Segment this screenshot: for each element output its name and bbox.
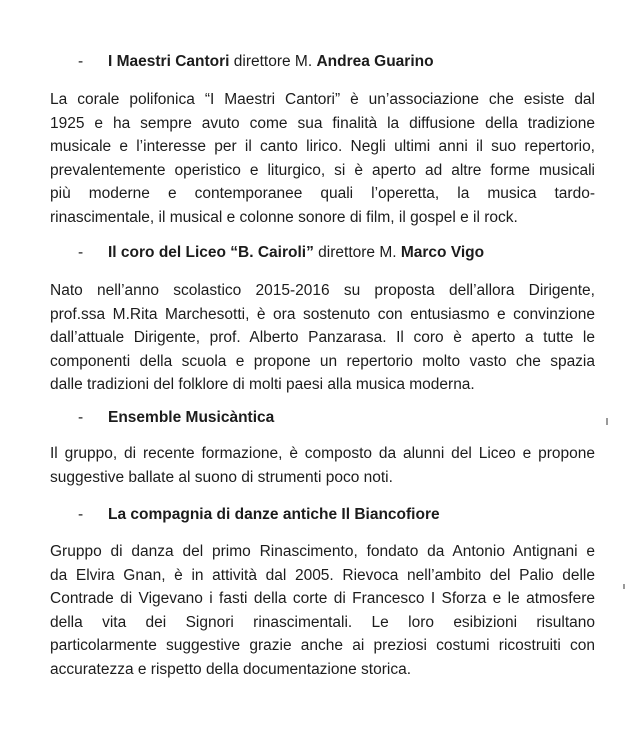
bullet-dash: - (78, 53, 84, 70)
heading-director-name: Andrea Guarino (316, 53, 434, 70)
heading-title: Ensemble Musicàntica (108, 409, 275, 426)
section-heading-maestri-cantori (78, 52, 434, 72)
paragraph-line: dalle tradizioni del folklore di molti paesi alla musica moderna. (50, 376, 475, 394)
heading-director-label: direttore M. (229, 53, 317, 70)
paragraph-line: rinascimentale, il musical e colonne sonore di film, il gospel e il rock. (50, 208, 518, 226)
heading-title: La compagnia di danze antiche Il Biancofiore (108, 506, 440, 523)
scan-mark (606, 418, 608, 425)
heading-director-name: Marco Vigo (400, 244, 485, 261)
paragraph-line: accuratezza e rispetto della documentazione storica. (50, 660, 412, 678)
scan-mark (623, 584, 625, 589)
paragraph-line: 1925 e ha sempre avuto come sua finalità la diffusione della tradizione (50, 114, 595, 132)
paragraph-line: La corale polifonica “I Maestri Cantori” è un’associazione che esiste dal (50, 91, 595, 108)
section-heading-coro-liceo (78, 243, 484, 263)
section-paragraph-ensemble-musicantica (50, 442, 595, 489)
paragraph-line: Contrade di Vigevano i fasti della corte di Francesco I Sforza e le atmosfere (50, 590, 595, 608)
heading-title: I Maestri Cantori (108, 53, 230, 70)
bullet-dash: - (78, 506, 84, 523)
section-paragraph-maestri-cantori (50, 88, 595, 230)
paragraph-line: Nato nell’anno scolastico 2015-2016 su proposta dell’allora Dirigente, (50, 282, 595, 299)
section-heading-ensemble-musicantica (78, 408, 274, 428)
paragraph-line: da Elvira Gnan, è in attività dal 2005. Rievoca nell’ambito del Palio delle (50, 566, 595, 584)
bullet-dash: - (78, 244, 84, 261)
paragraph-line: Il gruppo, di recente formazione, è composto da alunni del Liceo e propone (50, 445, 595, 462)
paragraph-line: della vita dei Signori rinascimentali. Le loro esibizioni risultano (50, 613, 595, 631)
paragraph-line: dall’attuale Dirigente, prof. Alberto Panzarasa. Il coro è aperto a tutte le (50, 329, 595, 347)
heading-title: Il coro del Liceo “B. Cairoli” (108, 244, 314, 261)
paragraph-line: suggestive ballate al suono di strumenti poco noti. (50, 468, 393, 486)
paragraph-line: prevalentemente operistico e liturgico, si è aperto ad altre forme musicali (50, 161, 595, 179)
paragraph-line: musicale e l’interesse per il canto lirico. Negli ultimi anni il suo repertorio, (50, 138, 595, 156)
paragraph-line: prof.ssa M.Rita Marchesotti, è ora sostenuto con entusiasmo e convinzione (50, 305, 595, 323)
section-paragraph-biancofiore (50, 540, 595, 682)
section-paragraph-coro-liceo (50, 279, 595, 397)
paragraph-line: più moderne e contemporanee quali l’operetta, la musica tardo- (50, 185, 595, 203)
heading-director-label: direttore M. (313, 244, 401, 261)
bullet-dash: - (78, 409, 84, 426)
paragraph-line: Gruppo di danza del primo Rinascimento, fondato da Antonio Antignani e (50, 543, 595, 560)
paragraph-line: particolarmente suggestive grazie anche ai preziosi costumi ricostruiti con (50, 637, 595, 655)
paragraph-line: componenti della scuola e propone un repertorio molto vasto che spazia (50, 352, 595, 370)
section-heading-biancofiore (78, 505, 440, 525)
